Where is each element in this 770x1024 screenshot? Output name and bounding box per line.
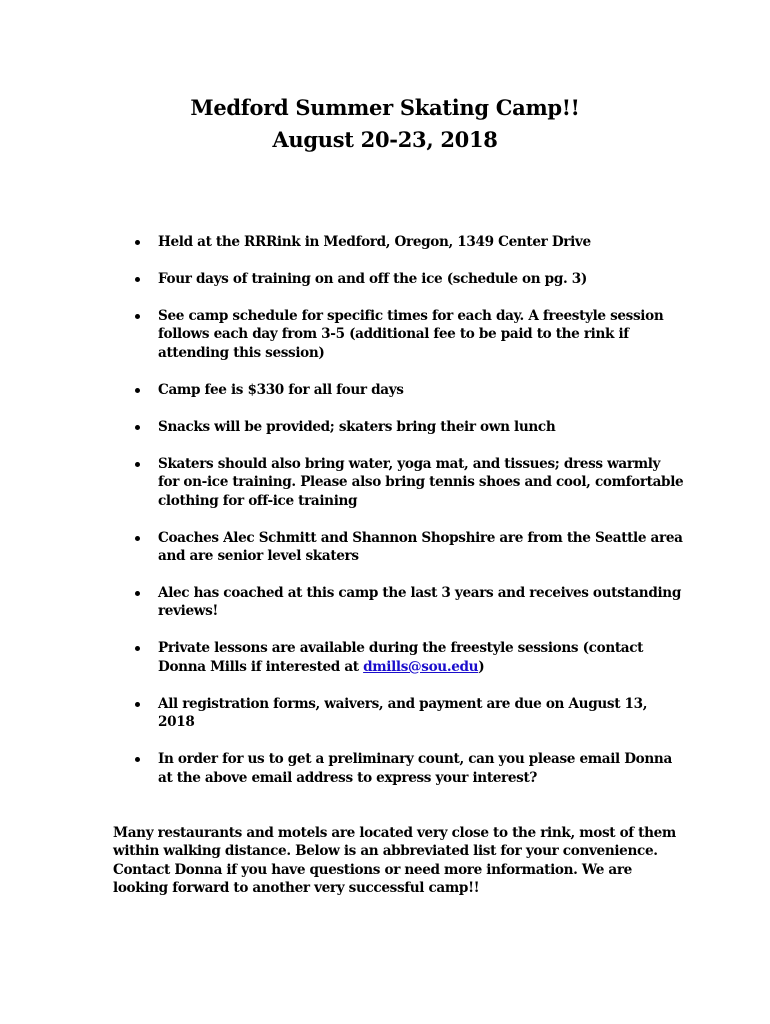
bullet-item-snacks — [113, 418, 673, 436]
email-link[interactable]: dmills@sou.edu — [363, 658, 479, 675]
bullet-dot-icon — [135, 757, 140, 762]
bullet-text: Alec has coached at this camp the last 3 years and receives outstanding — [158, 585, 681, 602]
bullet-text: Coaches Alec Schmitt and Shannon Shopshire are from the Seattle area — [158, 529, 683, 546]
bullet-text-with-link — [158, 658, 673, 676]
bullet-item-private-lessons — [113, 639, 673, 676]
bullet-item-coaches — [113, 529, 683, 566]
closing-text: Contact Donna if you have questions or need more information. We are — [113, 861, 632, 878]
bullet-text: Held at the RRRink in Medford, Oregon, 1349 Center Drive — [158, 234, 591, 250]
bullet-text: Skaters should also bring water, yoga mat, and tissues; dress warmly — [158, 455, 661, 472]
bullet-item-location — [113, 233, 673, 251]
bullet-dot-icon — [135, 646, 140, 651]
bullet-dot-icon — [135, 314, 140, 319]
bullet-item-preliminary-count — [113, 750, 673, 787]
closing-text: looking forward to another very successful camp!! — [113, 880, 480, 897]
closing-paragraph — [113, 824, 676, 898]
bullet-text: attending this session) — [158, 344, 325, 361]
bullet-text: follows each day from 3-5 (additional fee to be paid to the rink if — [158, 326, 629, 343]
bullet-text: All registration forms, waivers, and payment are due on August 13, — [158, 695, 648, 712]
bullet-dot-icon — [135, 425, 140, 430]
bullet-dot-icon — [135, 462, 140, 467]
bullet-text: and are senior level skaters — [158, 548, 359, 565]
closing-text: Many restaurants and motels are located very close to the rink, most of them — [113, 825, 676, 841]
bullet-text: Donna Mills if interested at — [158, 658, 364, 675]
bullet-text: Camp fee is $330 for all four days — [158, 381, 404, 398]
closing-text: within walking distance. Below is an abbreviated list for your convenience. — [113, 843, 658, 860]
title-line-2: August 20-23, 2018 — [272, 127, 498, 152]
bullet-dot-icon — [135, 240, 140, 245]
info-bullet-list — [113, 233, 684, 806]
bullet-dot-icon — [135, 388, 140, 393]
bullet-item-camp-fee — [113, 381, 673, 399]
bullet-item-alec-reviews — [113, 584, 681, 621]
bullet-item-schedule — [113, 307, 673, 362]
bullet-text: Snacks will be provided; skaters bring their own lunch — [158, 418, 556, 435]
bullet-text: reviews! — [158, 603, 219, 620]
bullet-text: In order for us to get a preliminary count, can you please email Donna — [158, 751, 672, 768]
bullet-dot-icon — [135, 277, 140, 282]
bullet-dot-icon — [135, 591, 140, 596]
title-line-1: Medford Summer Skating Camp!! — [190, 95, 580, 120]
bullet-text: for on-ice training. Please also bring tennis shoes and cool, comfortable — [158, 474, 684, 491]
bullet-item-registration-deadline — [113, 695, 673, 732]
page-title — [0, 92, 770, 156]
bullet-text: Four days of training on and off the ice (schedule on pg. 3) — [158, 271, 587, 287]
bullet-text: clothing for off-ice training — [158, 492, 358, 509]
bullet-text: at the above email address to express your interest? — [158, 769, 538, 786]
bullet-item-training-days — [113, 270, 673, 288]
bullet-item-what-to-bring — [113, 455, 684, 510]
bullet-text: 2018 — [158, 714, 195, 731]
bullet-text: See camp schedule for specific times for each day. A freestyle session — [158, 308, 664, 324]
bullet-text: ) — [478, 658, 485, 675]
bullet-dot-icon — [135, 536, 140, 541]
bullet-dot-icon — [135, 702, 140, 707]
bullet-text: Private lessons are available during the freestyle sessions (contact — [158, 640, 644, 657]
